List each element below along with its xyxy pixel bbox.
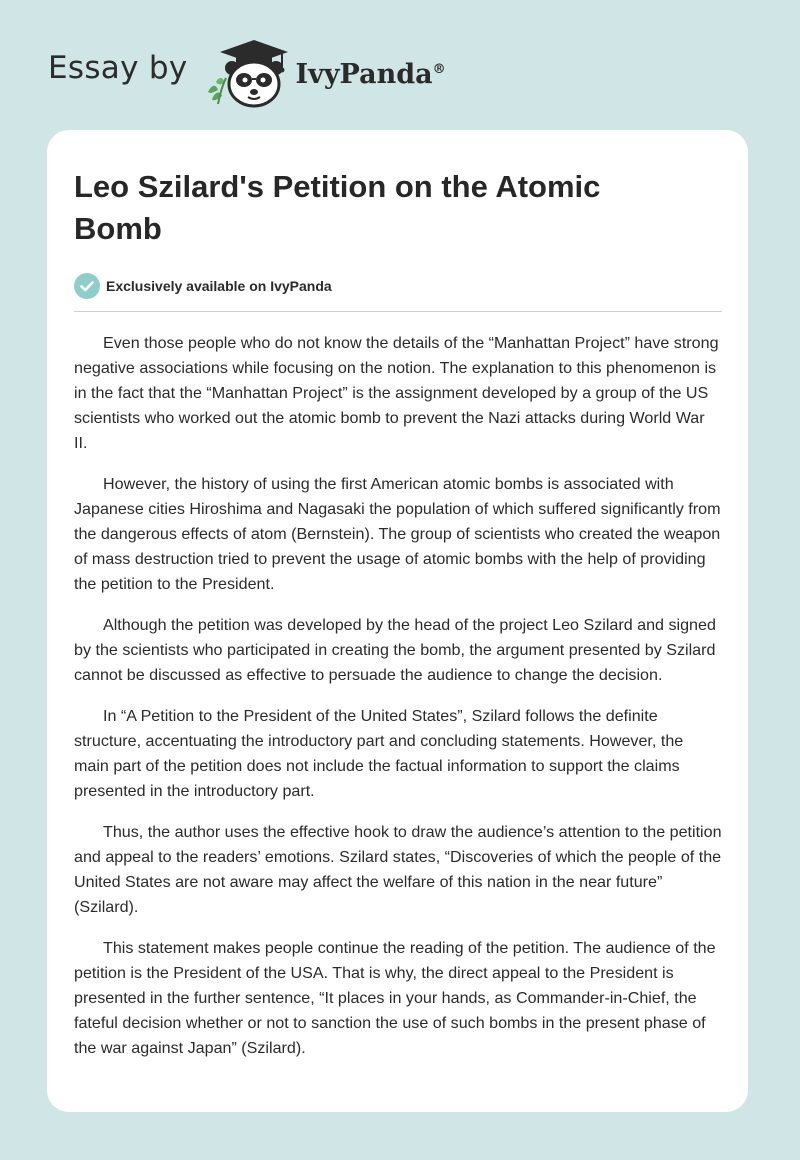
essay-by-label: Essay by [48, 50, 188, 86]
check-circle-icon [74, 273, 100, 299]
paragraph: This statement makes people continue the reading of the petition. The audience of the petition is the President of the USA. That is why, the direct appeal to the President is presented in the further sentence, “It places in your hands, as Commander-in-Chief, the fateful decision whether or not to sanction the use of such bombs in the present phase of the war against Japan” (Szilard). [74, 939, 716, 1057]
paragraph: Even those people who do not know the details of the “Manhattan Project” have strong negative associations while focusing on the notion. The explanation to this phenomenon is in the fact that the “Manhattan Project” is the assignment developed by a group of the US scientists who worked out the atomic bomb to prevent the Nazi attacks during World War II. [74, 334, 719, 452]
essay-body [74, 331, 722, 1061]
panda-graduate-icon[interactable] [202, 34, 290, 110]
divider [74, 311, 722, 312]
exclusive-label: Exclusively available on IvyPanda [106, 278, 332, 294]
paragraph: In “A Petition to the President of the United States”, Szilard follows the definite structure, accentuating the introductory part and concluding statements. However, the main part of the petition does not include the factual information to support the claims presented in the introductory part. [74, 707, 684, 800]
page-title: Leo Szilard's Petition on the Atomic Bomb [74, 169, 601, 246]
paragraph: Thus, the author uses the effective hook to draw the audience’s attention to the petition and appeal to the readers’ emotions. Szilard states, “Discoveries of which the people of the United States are not aware may affect the welfare of this nation in the near future” (Szilard). [74, 823, 722, 916]
registered-mark: ® [432, 61, 446, 77]
paragraph: However, the history of using the first American atomic bombs is associated with Japanese cities Hiroshima and Nagasaki the population of which suffered significantly from the dangerous effects of atom (Bernstein). The group of scientists who created the weapon of mass destruction tried to prevent the usage of atomic bombs with the help of providing the petition to the President. [74, 475, 721, 593]
exclusive-badge [74, 273, 722, 299]
essay-card [47, 130, 748, 1112]
brand-name[interactable]: IvyPanda® [295, 58, 446, 90]
paragraph: Although the petition was developed by the head of the project Leo Szilard and signed by the scientists who participated in creating the bomb, the argument presented by Szilard cannot be discussed as effective to persuade the audience to change the decision. [74, 616, 716, 684]
site-header [48, 34, 446, 110]
